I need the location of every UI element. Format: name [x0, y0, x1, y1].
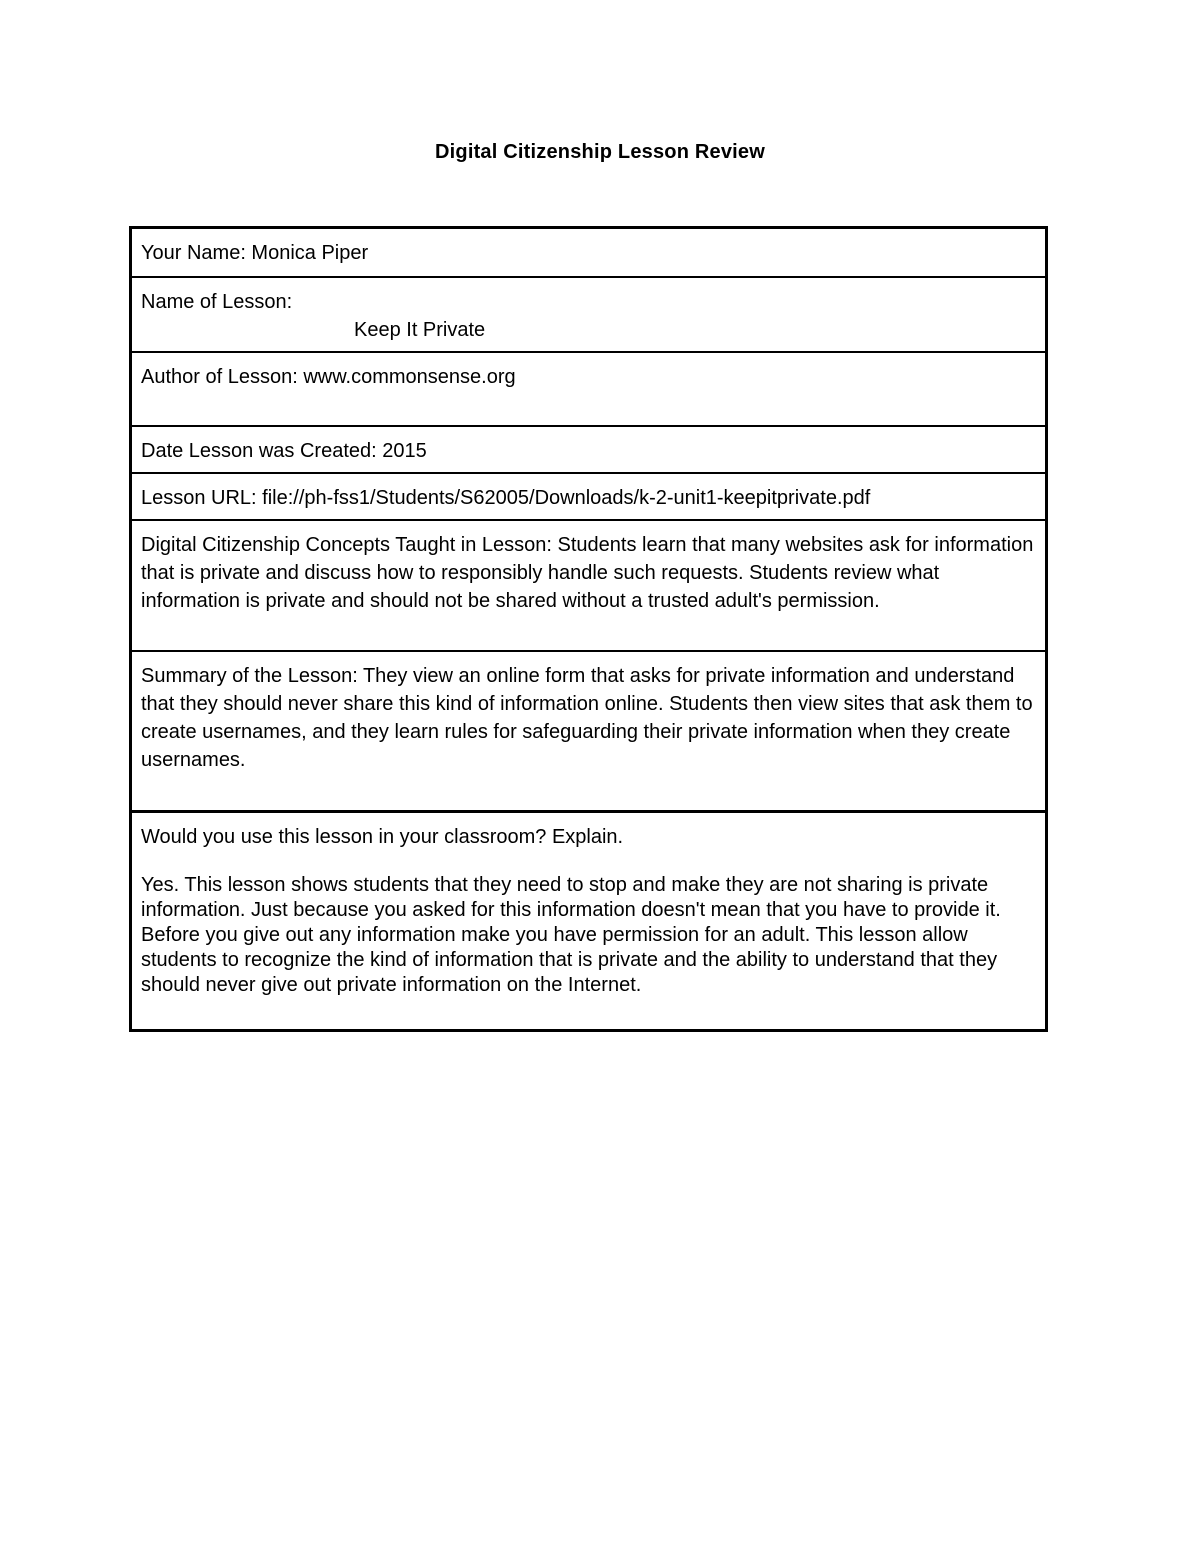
row-lesson-url	[132, 472, 1045, 519]
row-author	[132, 351, 1045, 425]
date-created-text: Date Lesson was Created: 2015	[141, 440, 427, 462]
row-summary	[132, 650, 1045, 810]
use-answer-text: Yes. This lesson shows students that they need to stop and make they are not sharing is private information. Just because you asked for this information doesn't mean that you have to provide it. Before you give out any information make you have permission for an adult. This lesson allow students to recognize the kind of information that is private and the ability to understand that they should never give out private information on the Internet.	[141, 874, 1001, 996]
row-date-created	[132, 425, 1045, 472]
use-question-text: Would you use this lesson in your classroom? Explain.	[141, 826, 624, 848]
page-title: Digital Citizenship Lesson Review	[435, 141, 765, 163]
author-text: Author of Lesson: www.commonsense.org	[141, 366, 516, 388]
row-concepts	[132, 519, 1045, 650]
lesson-url-text: Lesson URL: file://ph-fss1/Students/S62005/Downloads/k-2-unit1-keepitprivate.pdf	[141, 487, 871, 509]
lesson-name-label: Name of Lesson:	[141, 291, 293, 313]
row-lesson-name	[132, 276, 1045, 351]
review-table	[129, 226, 1048, 1032]
row-use-in-classroom	[132, 810, 1045, 1029]
concepts-text: Digital Citizenship Concepts Taught in Lesson: Students learn that many websites ask for information that is private and discuss how to responsibly handle such requests. Students review what information is private and should not be shared without a trusted adult's permission.	[141, 534, 1034, 612]
lesson-name-value: Keep It Private	[354, 319, 486, 341]
row-your-name	[132, 229, 1045, 276]
your-name-text: Your Name: Monica Piper	[141, 242, 369, 264]
summary-text: Summary of the Lesson: They view an online form that asks for private information and understand that they should never share this kind of information online. Students then view sites that ask them to create usernames, and they learn rules for safeguarding their private information when they create usernames.	[141, 665, 1033, 771]
